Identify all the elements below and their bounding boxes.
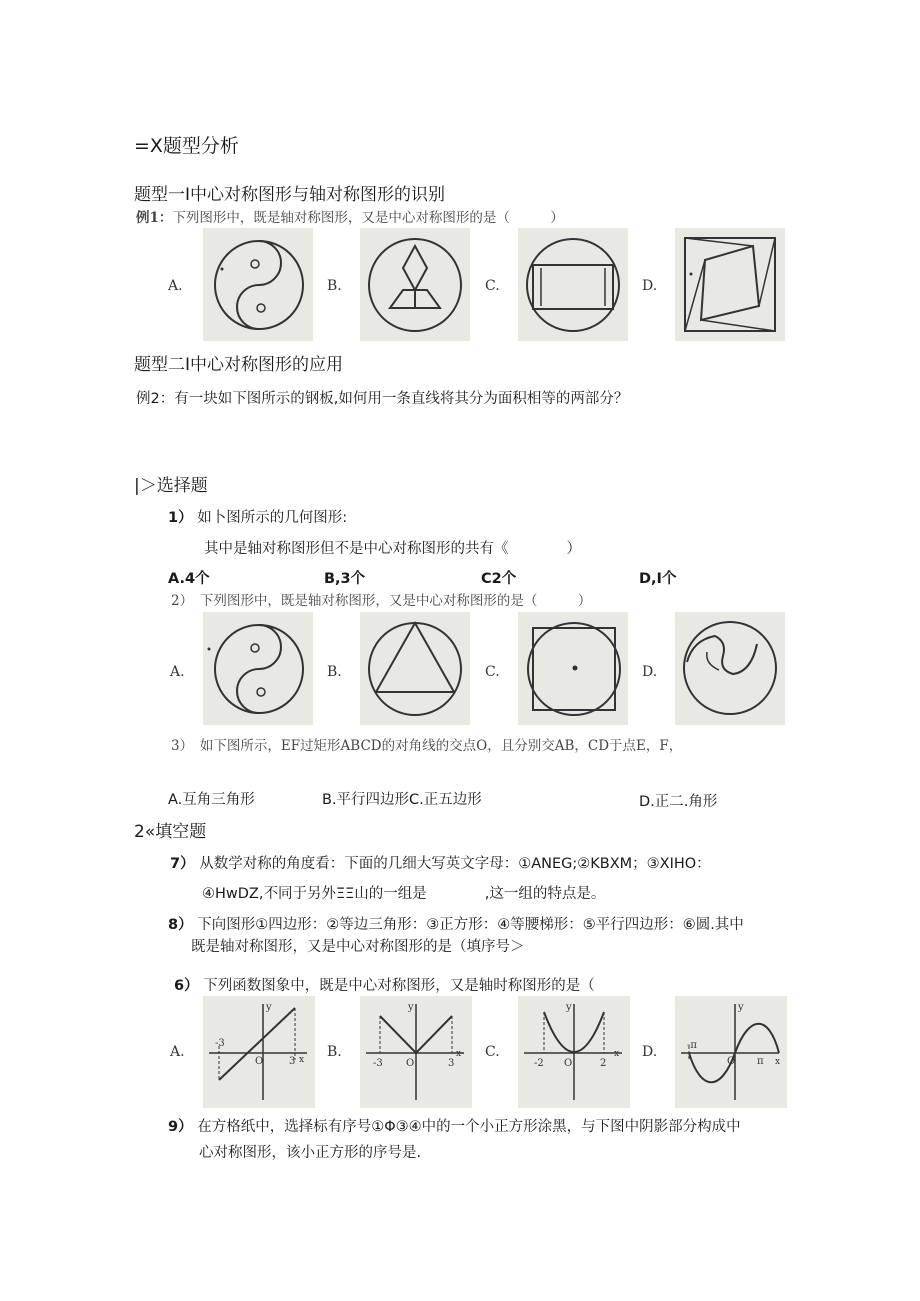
graph-d-origin: O bbox=[727, 1056, 736, 1067]
q1-number: 1） bbox=[168, 510, 193, 526]
choice-heading: |＞选择题 bbox=[134, 476, 208, 496]
q9-number: 9） bbox=[168, 1119, 193, 1135]
q2-figure-c bbox=[518, 612, 628, 725]
ex1-option-d: D. bbox=[642, 278, 658, 294]
q6-text: 下列函数图象中，既是中心对称图形，又是轴时称图形的是（ bbox=[203, 978, 595, 994]
triple-rhombus-icon bbox=[360, 228, 470, 341]
q6-graph-a bbox=[203, 996, 315, 1108]
graph-c-y-label: y bbox=[566, 1002, 572, 1013]
circle-square-icon bbox=[518, 612, 628, 725]
taiji-icon bbox=[203, 228, 313, 341]
q3-option-a: A.互角三角形 bbox=[168, 792, 255, 808]
q8-line2: 既是轴对称图形，又是中心对称图形的是（填序号＞ bbox=[191, 939, 525, 955]
ex1-option-c: C. bbox=[485, 278, 500, 294]
q3-text: 3） 如下图所示，EF过矩形ABCD的对角线的交点O，且分别交AB，CD于点E，F， bbox=[171, 738, 683, 754]
swirl-circle-icon bbox=[675, 612, 785, 725]
q7-number: 7） bbox=[170, 856, 195, 872]
q1-text: 如卜图所示的几何图形: bbox=[197, 510, 348, 526]
graph-b-y-label: y bbox=[408, 1002, 414, 1013]
type2-heading: 题型二I中心对称图形的应用 bbox=[134, 355, 344, 375]
q2-option-a: A. bbox=[170, 664, 185, 680]
q9-line1: 在方格纸中，选择标有序号①Φ③④中的一个小正方形涂黑，与下图中阴影部分构成中 bbox=[197, 1119, 741, 1135]
q3-option-bc: B.平行四边形C.正五边形 bbox=[322, 792, 482, 808]
graph-b-pos-tick: 3 bbox=[448, 1058, 455, 1069]
q6-graph-d bbox=[675, 996, 787, 1108]
ex1-figure-d bbox=[675, 228, 785, 341]
taiji-icon bbox=[203, 612, 313, 725]
q6-option-b: B. bbox=[327, 1044, 342, 1060]
graph-b-neg-tick: -3 bbox=[373, 1058, 383, 1069]
ex1-figure-b bbox=[360, 228, 470, 341]
graph-b-origin: O bbox=[406, 1058, 415, 1069]
example1-label: 例1： bbox=[136, 210, 173, 226]
graph-d-y-label: y bbox=[738, 1002, 744, 1013]
q1-option-a: A.4个 bbox=[168, 571, 210, 587]
graph-a-origin: O bbox=[255, 1056, 264, 1067]
graph-c-neg-tick: -2 bbox=[534, 1058, 544, 1069]
q1-option-b: B,3个 bbox=[324, 571, 366, 587]
q7-line1: 从数学对称的角度看：下面的几细大写英文字母：①ANEG;②KBXM；③XIHO： bbox=[199, 856, 711, 872]
q6-graph-c bbox=[518, 996, 630, 1108]
graph-a-neg-tick: -3 bbox=[215, 1038, 225, 1049]
q6-option-a: A. bbox=[170, 1044, 185, 1060]
graph-a-x-label: x bbox=[299, 1055, 305, 1065]
ex1-figure-a bbox=[203, 228, 313, 341]
circle-rectangle-icon bbox=[518, 228, 628, 341]
example2-text: 例2：有一块如下图所示的钢板,如何用一条直线将其分为面积相等的两部分？ bbox=[136, 391, 629, 407]
ex1-figure-c bbox=[518, 228, 628, 341]
circle-triangle-icon bbox=[360, 612, 470, 725]
pinwheel-square-icon bbox=[675, 228, 785, 341]
q1-sub: 其中是轴对称图形但不是中心对称图形的共有《 ） bbox=[204, 541, 581, 557]
q6-number: 6） bbox=[174, 978, 199, 994]
fill-heading: 2«填空题 bbox=[134, 822, 207, 842]
graph-d-x-label: x bbox=[775, 1057, 781, 1067]
q3-option-d: D.正二.角形 bbox=[639, 794, 718, 810]
q1-option-c: C2个 bbox=[481, 571, 517, 587]
q2-option-c: C. bbox=[485, 664, 500, 680]
q8-line1: 下向图形①四边形：②等边三角形：③正方形：④等腰梯形：⑤平行四边形：⑥圆.其中 bbox=[197, 917, 744, 933]
graph-c-x-label: x bbox=[614, 1049, 620, 1059]
graph-d-neg-tick: -π bbox=[687, 1040, 697, 1051]
q1-option-d: D,I个 bbox=[639, 571, 677, 587]
q2-figure-b bbox=[360, 612, 470, 725]
q7-line2: ④HwDZ,不同于另外ΞΞ山的一组是 ,这一组的特点是。 bbox=[202, 886, 606, 902]
q2-figure-d bbox=[675, 612, 785, 725]
graph-c-pos-tick: 2 bbox=[600, 1058, 607, 1069]
example1-text: 下列图形中，既是轴对称图形，又是中心对称图形的是（ ） bbox=[172, 210, 564, 226]
ex1-option-b: B. bbox=[327, 278, 342, 294]
graph-d-pos-tick: π bbox=[757, 1056, 764, 1067]
section-title: =X题型分析 bbox=[134, 135, 239, 157]
q9-line2: 心对称图形，该小正方形的序号是. bbox=[199, 1145, 422, 1161]
q6-option-d: D. bbox=[642, 1044, 658, 1060]
q8-number: 8） bbox=[168, 917, 193, 933]
graph-b-x-label: x bbox=[456, 1049, 462, 1059]
ex1-option-a: A. bbox=[168, 278, 183, 294]
graph-c-origin: O bbox=[564, 1058, 573, 1069]
q2-option-d: D. bbox=[642, 664, 658, 680]
graph-a-y-label: y bbox=[266, 1002, 272, 1013]
q2-option-b: B. bbox=[327, 664, 342, 680]
q6-option-c: C. bbox=[485, 1044, 500, 1060]
q6-graph-b bbox=[360, 996, 472, 1108]
q2-text: 2） 下列图形中，既是轴对称图形，又是中心对称图形的是（ ） bbox=[171, 593, 592, 609]
type1-heading: 题型一I中心对称图形与轴对称图形的识别 bbox=[134, 185, 446, 205]
graph-a-pos-tick: 3 bbox=[289, 1056, 296, 1067]
q2-figure-a bbox=[203, 612, 313, 725]
